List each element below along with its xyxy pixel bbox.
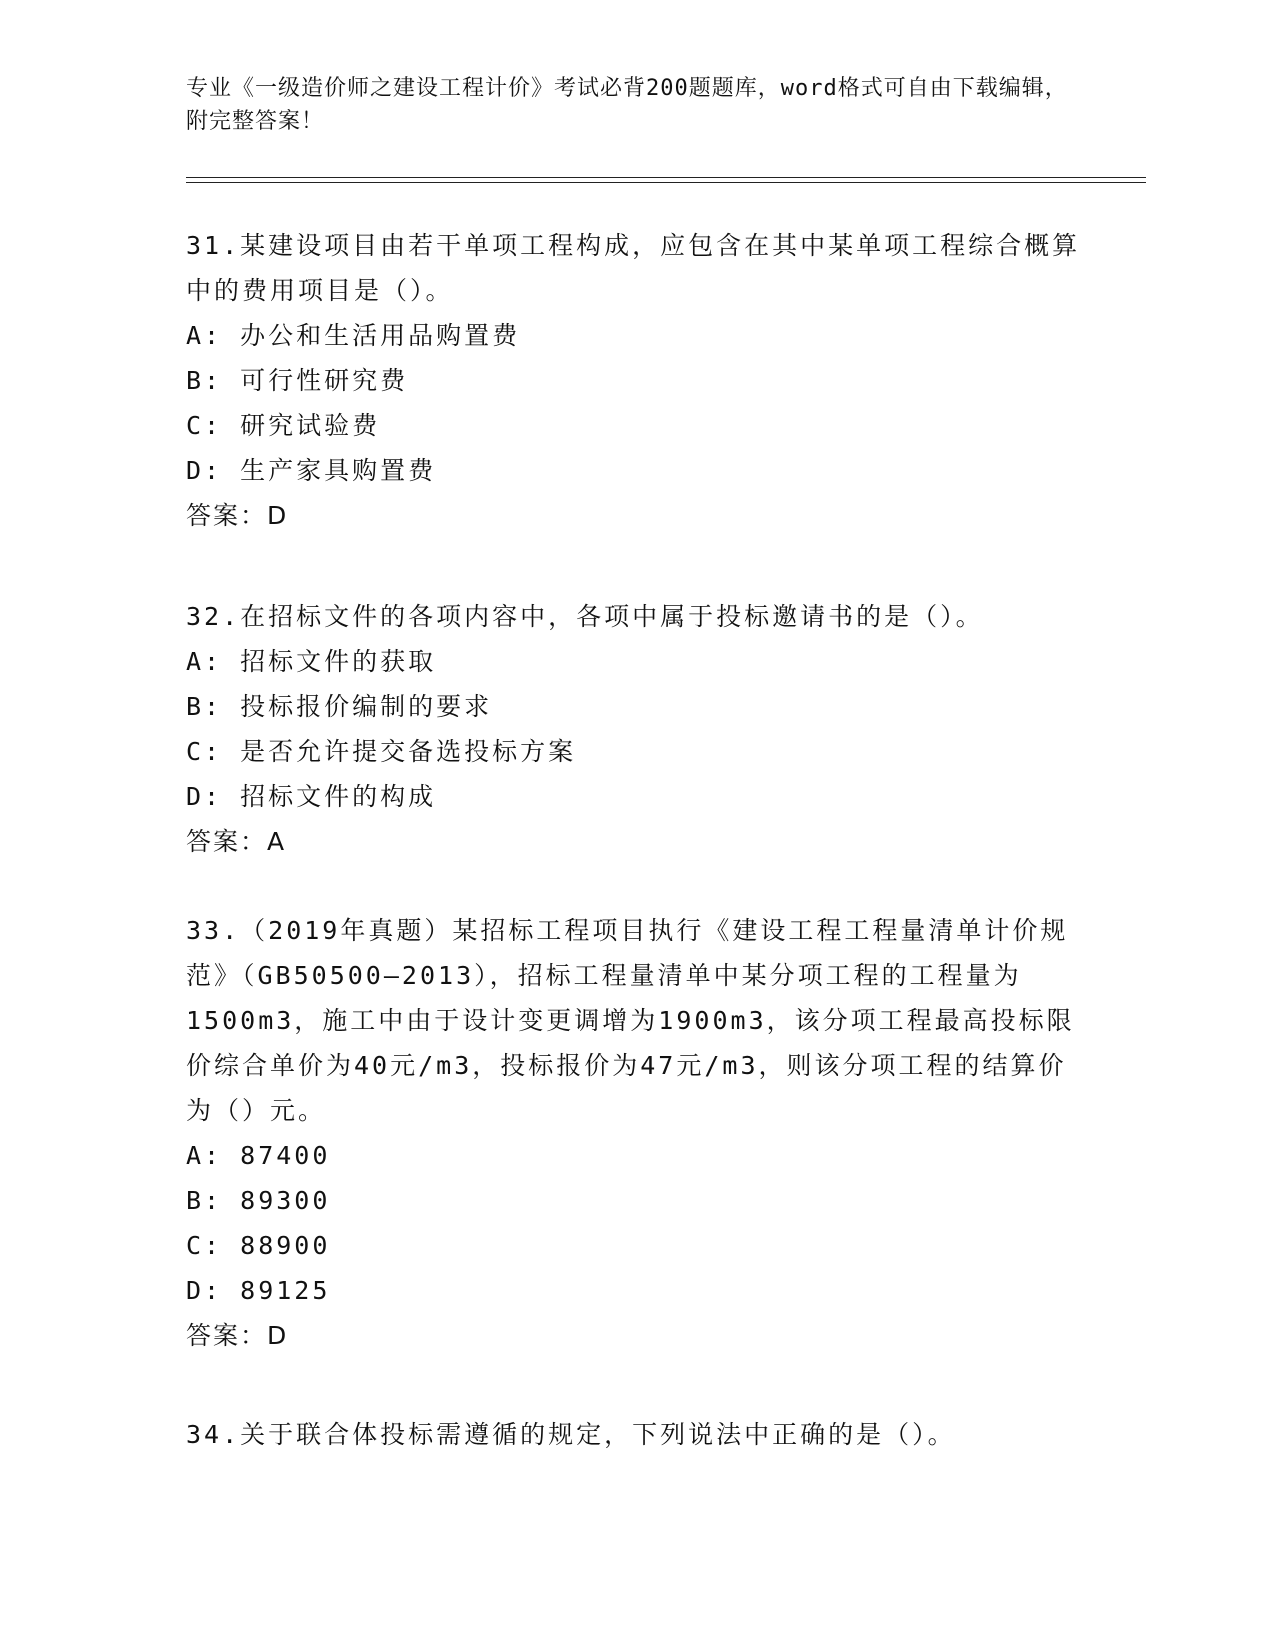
header-divider (186, 177, 1146, 178)
question-33 (186, 908, 1086, 1358)
question-31 (186, 223, 1086, 538)
option-c: C: 是否允许提交备选投标方案 (186, 737, 577, 766)
answer-label: 答案： (186, 501, 268, 530)
option-b: B: 89300 (186, 1186, 331, 1215)
option-c: C: 88900 (186, 1231, 331, 1260)
option-a: A: 87400 (186, 1141, 331, 1170)
answer-label: 答案： (186, 1321, 268, 1350)
document-header: 专业《一级造价师之建设工程计价》考试必背200题题库，word格式可自由下载编辑，附完整答案！ (186, 76, 1068, 134)
question-stem: 31.某建设项目由若干单项工程构成，应包含在其中某单项工程综合概算中的费用项目是（）。 (186, 231, 1081, 305)
question-stem: 34.关于联合体投标需遵循的规定，下列说法中正确的是（）。 (186, 1420, 956, 1449)
answer-value: D (267, 1321, 289, 1350)
answer-value: A (267, 827, 287, 856)
answer-value: D (267, 501, 289, 530)
question-34 (186, 1412, 1086, 1457)
answer (186, 819, 1086, 864)
answer (186, 1313, 1086, 1358)
header-divider (186, 182, 1146, 183)
option-b: B: 投标报价编制的要求 (186, 692, 493, 721)
answer-label: 答案： (186, 827, 268, 856)
option-c: C: 研究试验费 (186, 411, 381, 440)
option-a: A: 招标文件的获取 (186, 647, 437, 676)
option-d: D: 89125 (186, 1276, 331, 1305)
option-d: D: 招标文件的构成 (186, 782, 437, 811)
question-stem: 33.（2019年真题）某招标工程项目执行《建设工程工程量清单计价规范》（GB50500—2013），招标工程量清单中某分项工程的工程量为1500m3，施工中由于设计变更调增为1900m3，该分项工程最高投标限价综合单价为40元/m3，投标报价为47元/m3，则该分项工程的结算价为（）元。 (186, 916, 1075, 1125)
question-32 (186, 594, 1086, 864)
option-b: B: 可行性研究费 (186, 366, 409, 395)
option-a: A: 办公和生活用品购置费 (186, 321, 521, 350)
answer (186, 493, 1086, 538)
question-stem: 32.在招标文件的各项内容中，各项中属于投标邀请书的是（）。 (186, 602, 984, 631)
option-d: D: 生产家具购置费 (186, 456, 437, 485)
